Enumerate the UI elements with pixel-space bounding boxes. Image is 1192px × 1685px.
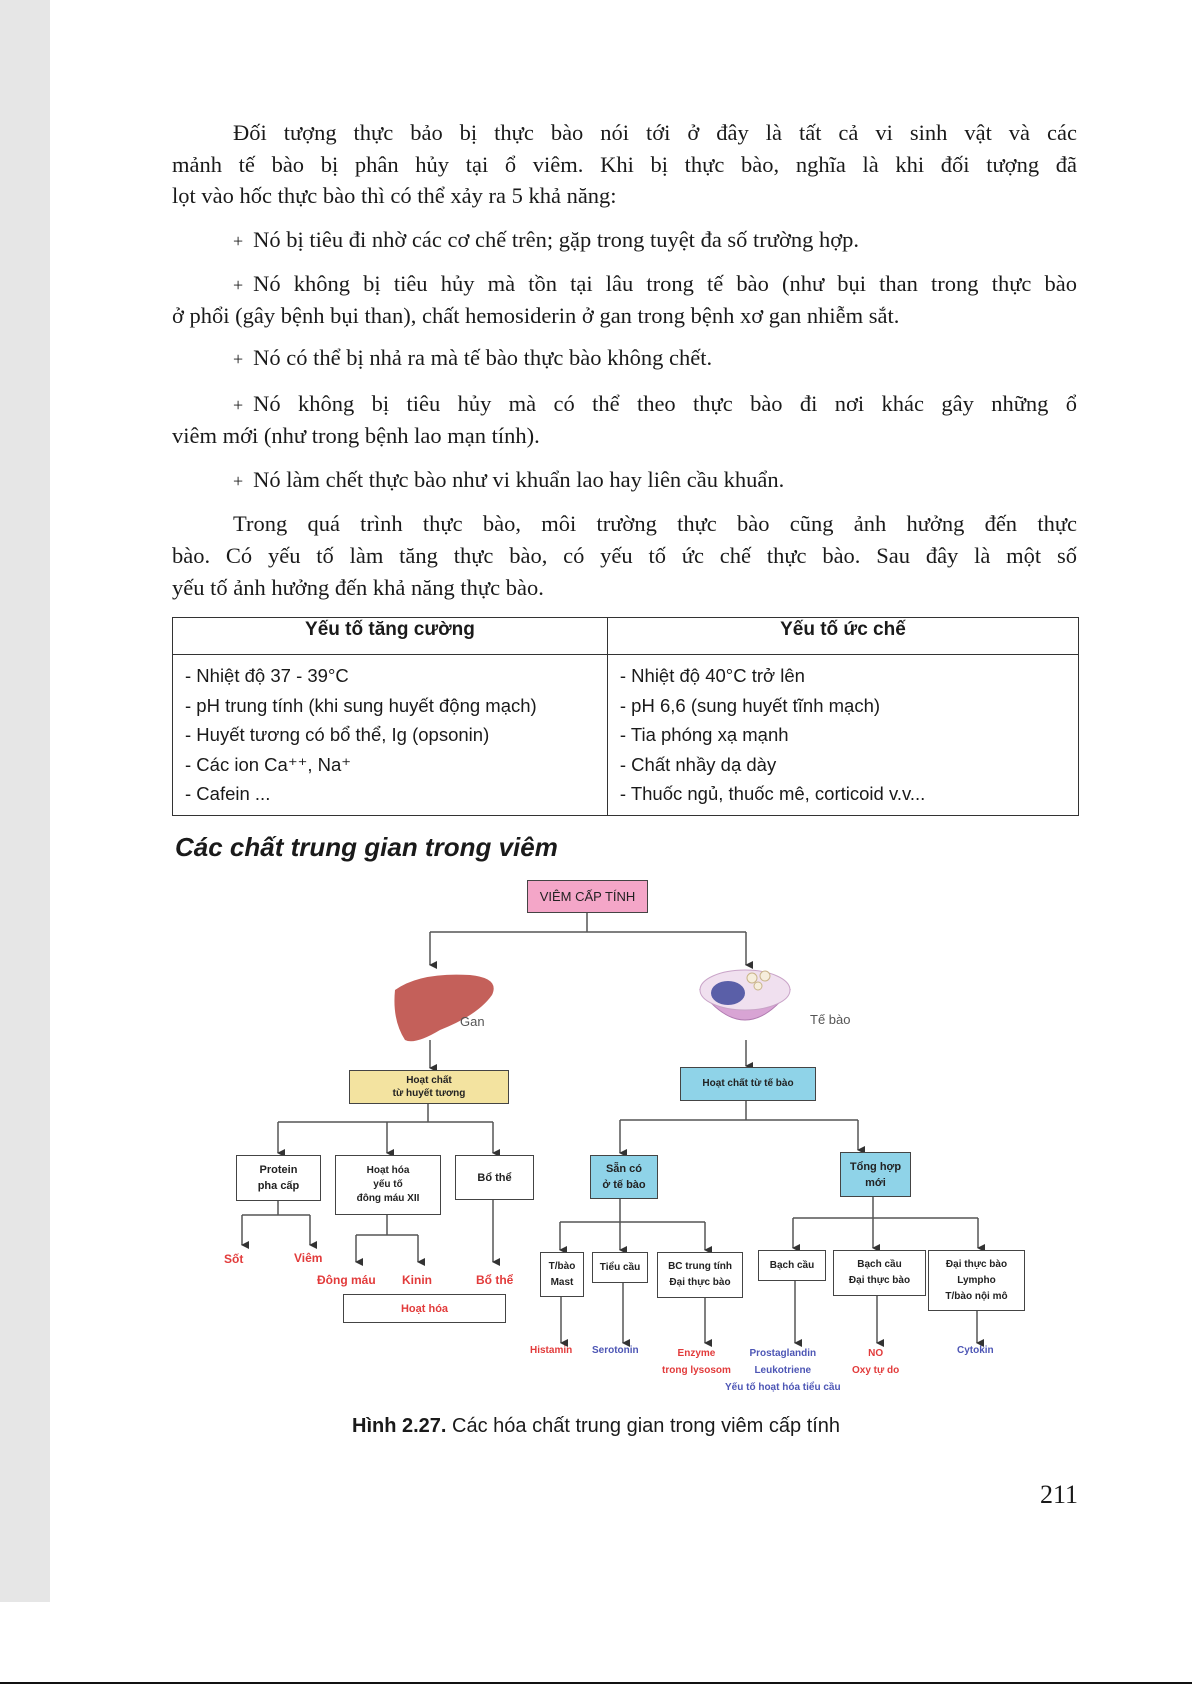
new-synthesis-box: Tổng hợp mới	[840, 1152, 911, 1197]
bullet-item: + Nó làm chết thực bào như vi khuẩn lao hay liên cầu khuẩn.	[233, 467, 785, 492]
factor12-box: Hoạt hóa yếu tố đông máu XII	[335, 1155, 441, 1215]
bullet-item: + Nó bị tiêu đi nhờ các cơ chế trên; gặp trong tuyệt đa số trường hợp.	[233, 227, 860, 252]
coagulation-label: Đông máu	[317, 1273, 376, 1287]
neutrophil-box: BC trung tính Đại thực bào	[657, 1252, 743, 1298]
table-header: Yếu tố tăng cường	[173, 618, 608, 655]
page-number: 211	[1040, 1480, 1079, 1509]
bullet-marker: +	[233, 231, 244, 251]
text-line: Trong quá trình thực bào, môi trường thực bào cũng ảnh hưởng đến thực	[233, 511, 1077, 536]
table-cell-enhancing: - Nhiệt độ 37 - 39°C - pH trung tính (khi sung huyết động mạch) - Huyết tương có bổ thể, Ig (opsonin) - Các ion Ca⁺⁺, Na⁺ - Cafein ...	[173, 655, 608, 816]
cytokin-label: Cytokin	[957, 1345, 994, 1356]
complement-box: Bổ thể	[455, 1155, 534, 1200]
histamin-label: Histamin	[530, 1345, 573, 1356]
cell-label: Tế bào	[810, 1012, 851, 1027]
bullet-item: + Nó có thể bị nhả ra mà tế bào thực bào không chết.	[233, 345, 713, 370]
enzyme-label: Enzyme trong lysosom	[662, 1348, 731, 1376]
text-line: viêm mới (như trong bệnh lao mạn tính).	[172, 423, 540, 448]
text-line: mảnh tế bào bị phân hủy tại ổ viêm. Khi bị thực bào, nghĩa là khi đối tượng đã	[172, 152, 1077, 177]
mast-cell-box: T/bào Mast	[540, 1252, 584, 1297]
no-label: NO Oxy tự do	[852, 1348, 900, 1376]
leukocyte-box: Bạch cầu	[758, 1250, 826, 1281]
text-line: yếu tố ảnh hưởng đến khả năng thực bào.	[172, 575, 544, 600]
serotonin-label: Serotonin	[592, 1345, 639, 1356]
complement-output-label: Bổ thể	[476, 1273, 514, 1287]
cellular-box: Hoạt chất từ tế bào	[680, 1067, 816, 1101]
bullet-item: + Nó không bị tiêu hủy mà tồn tại lâu trong tế bào (như bụi than trong thực bào	[233, 271, 1077, 296]
root-box: VIÊM CẤP TÍNH	[527, 880, 648, 913]
kinin-label: Kinin	[402, 1273, 432, 1287]
figure-caption: Hình 2.27. Các hóa chất trung gian trong viêm cấp tính	[352, 1415, 841, 1437]
cell-image	[700, 970, 790, 1020]
table-header: Yếu tố ức chế	[607, 618, 1078, 655]
text-line: Đối tượng thực bảo bị thực bào nói tới ở đây là tất cả vi sinh vật và các	[233, 120, 1077, 145]
protein-box: Protein pha cấp	[236, 1155, 321, 1201]
text-line: lọt vào hốc thực bào thì có thể xảy ra 5 khả năng:	[172, 183, 617, 208]
macrophage-lympho-box: Đại thực bào Lympho T/bào nội mô	[928, 1250, 1025, 1311]
bullet-item: + Nó không bị tiêu hủy mà có thể theo thực bào đi nơi khác gây những ổ	[233, 391, 1077, 416]
inflammation-label: Viêm	[294, 1251, 323, 1265]
activation-box: Hoạt hóa	[343, 1294, 506, 1323]
plasma-box: Hoạt chất từ huyết tương	[349, 1070, 509, 1104]
platelet-box: Tiểu cầu	[592, 1252, 648, 1283]
table-cell-inhibiting: - Nhiệt độ 40°C trở lên - pH 6,6 (sung huyết tĩnh mạch) - Tia phóng xạ mạnh - Chất nhầy dạ dày - Thuốc ngủ, thuốc mê, corticoid v.v...	[607, 655, 1078, 816]
liver-image	[394, 975, 493, 1042]
preformed-box: Sẵn có ở tế bào	[590, 1155, 658, 1199]
text-line: bào. Có yếu tố làm tăng thực bào, có yếu tố ức chế thực bào. Sau đây là một số	[172, 543, 1077, 568]
prostaglandin-label: Prostaglandin Leukotriene Yếu tố hoạt hóa tiểu cầu	[725, 1348, 841, 1393]
text-line: ở phổi (gây bệnh bụi than), chất hemosiderin ở gan trong bệnh xơ gan nhiễm sắt.	[172, 303, 900, 328]
liver-label: Gan	[460, 1014, 485, 1029]
leukocyte-macrophage-box: Bạch cầu Đại thực bào	[833, 1250, 926, 1296]
fever-label: Sốt	[224, 1252, 244, 1266]
section-title: Các chất trung gian trong viêm	[175, 832, 558, 862]
